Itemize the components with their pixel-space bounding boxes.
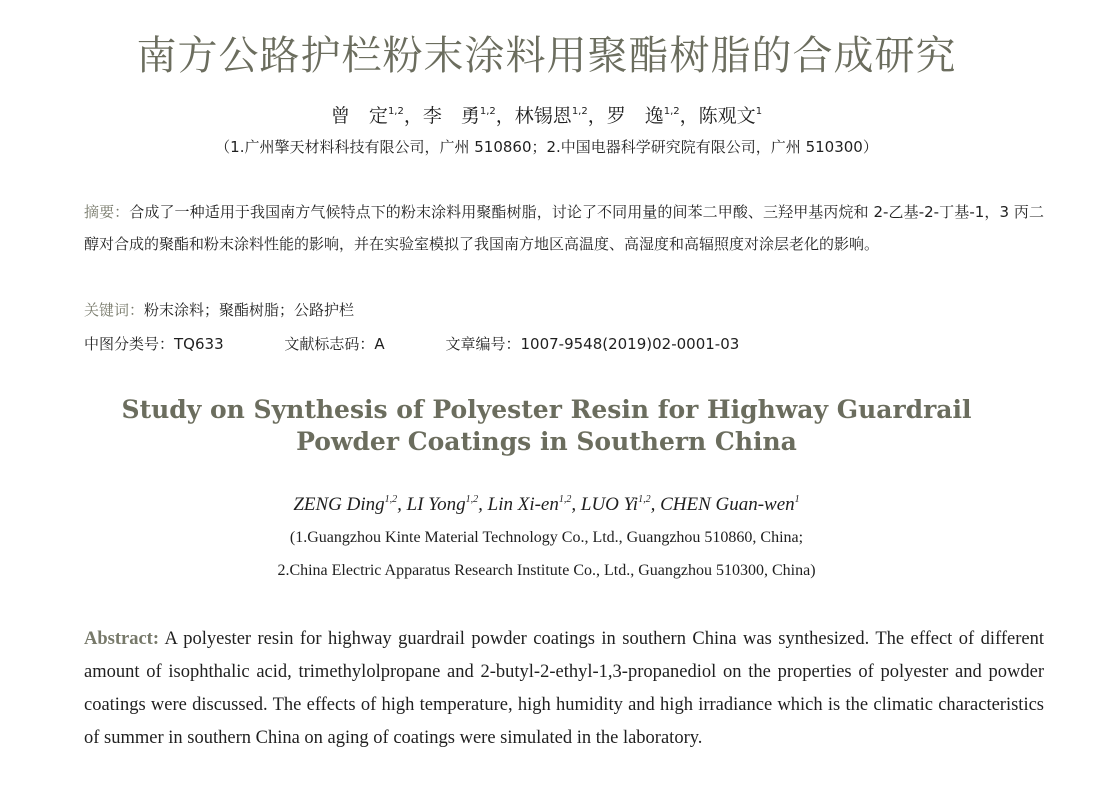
author-en: ZENG Ding$^{1,2}$	[293, 494, 398, 515]
author-en: CHEN Guan-wen$^1$	[660, 494, 800, 515]
chinese-keywords	[84, 299, 1044, 320]
english-affiliation-line-1: (1.Guangzhou Kinte Material Technology Co., Ltd., Guangzhou 510860, China;	[289, 529, 804, 546]
chinese-title: 南方公路护栏粉末涂料用聚酯树脂的合成研究	[136, 33, 957, 79]
author-cn: 陈观文$^1$	[698, 105, 763, 127]
author-cn: 罗 逸$^{1,2}$	[606, 105, 680, 127]
author-cn: 林锡恩$^{1,2}$	[514, 105, 588, 127]
classification-row	[84, 333, 1044, 354]
chinese-affiliation: （1.广州擎天材料科技有限公司，广州 510860；2.中国电器科学研究院有限公司，广州 510300）	[215, 138, 878, 156]
english-abstract	[84, 623, 1044, 755]
author-en: LUO Yi$^{1,2}$	[580, 494, 651, 515]
chinese-abstract	[84, 196, 1044, 260]
author-cn: 曾 定$^{1,2}$	[330, 105, 404, 127]
author-en: Lin Xi-en$^{1,2}$	[487, 494, 572, 515]
document-code: 文献标志码：A	[284, 335, 385, 353]
english-title: Study on Synthesis of Polyester Resin for Highway Guardrail Powder Coatings in Southern China	[121, 395, 972, 456]
keywords-text-cn: 粉末涂料；聚酯树脂；公路护栏	[144, 301, 355, 319]
abstract-text-en: A polyester resin for highway guardrail powder coatings in southern China was synthesized. The effect of different amount of isophthalic acid, trimethylolpropane and 2-butyl-2-ethyl-1,3-propanediol on the properties of polyester and powder coatings were discussed. The effects of high temperature, high humidity and high irradiance which is the climatic characteristics of summer in southern China on aging of coatings were simulated in the laboratory.	[84, 629, 1044, 748]
abstract-label-cn: 摘要：	[84, 203, 130, 221]
english-authors: ZENG Ding$^{1,2}$, LI Yong$^{1,2}$, Lin Xi-en$^{1,2}$, LUO Yi$^{1,2}$, CHEN Guan-wen$^1$	[293, 494, 800, 515]
keywords-label-cn: 关键词：	[84, 301, 145, 319]
author-en: LI Yong$^{1,2}$	[406, 494, 479, 515]
chinese-authors: 曾 定$^{1,2}$，李 勇$^{1,2}$，林锡恩$^{1,2}$，罗 逸$^{1,2}$，陈观文$^1$	[330, 105, 763, 127]
abstract-text-cn: 合成了一种适用于我国南方气候特点下的粉末涂料用聚酯树脂，讨论了不同用量的间苯二甲酸、三羟甲基丙烷和 2-乙基-2-丁基-1，3 丙二醇对合成的聚酯和粉末涂料性能的影响，并在实验室模拟了我国南方地区高温度、高湿度和高辐照度对涂层老化的影响。	[84, 203, 1044, 253]
article-number: 文章编号：1007-9548(2019)02-0001-03	[445, 335, 740, 353]
clc-number: 中图分类号：TQ633	[84, 335, 224, 353]
abstract-label-en: Abstract:	[84, 629, 160, 649]
english-affiliation-line-2: 2.China Electric Apparatus Research Institute Co., Ltd., Guangzhou 510300, China)	[277, 562, 816, 579]
author-cn: 李 勇$^{1,2}$	[422, 105, 496, 127]
